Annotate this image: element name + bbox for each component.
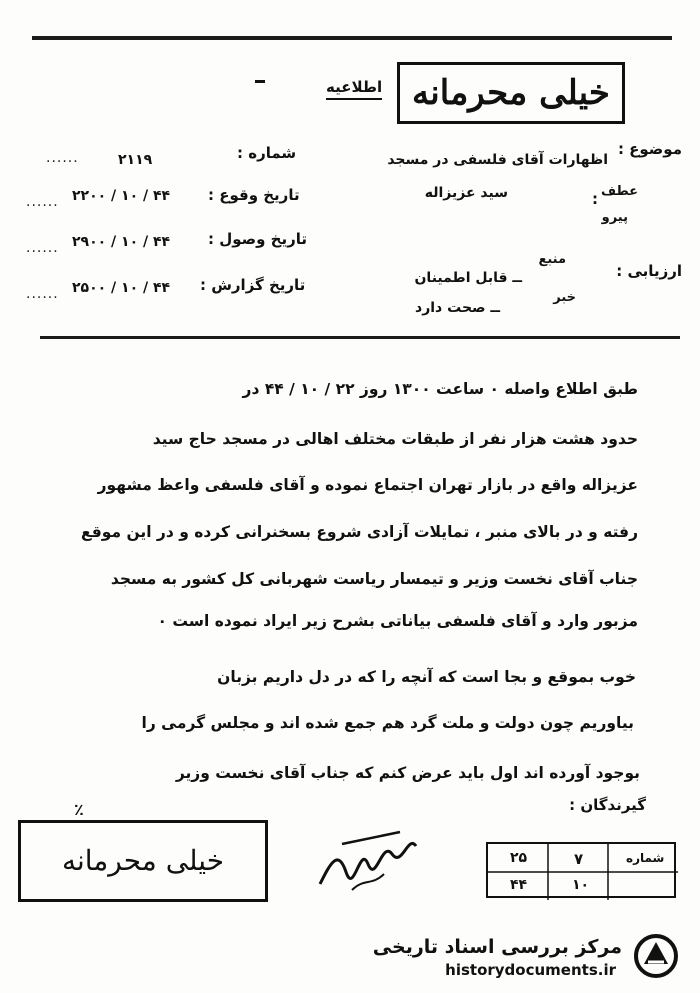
classification-stamp [18, 820, 268, 902]
tarikh-vosul-dots: ...... [26, 240, 59, 256]
watermark-persian: مرکز بررسی اسناد تاریخی [372, 936, 622, 958]
receipt-cell-5: ۴۴ [510, 877, 528, 893]
body-line-5: جناب آقای نخست وزیر و تیمسار ریاست شهربانی کل کشور به مسجد [110, 570, 638, 588]
tarikh-vogu-value: ۲۲۰۰ / ۱۰ / ۴۴ [72, 188, 171, 204]
tarikh-gozaresh-label: تاریخ گزارش : [200, 276, 306, 294]
arzyabi-label: ارزیابی : [616, 262, 682, 280]
shomare-value: ۲۱۱۹ [118, 152, 153, 168]
receipt-cell-2: ۷ [574, 850, 584, 868]
receipt-cell-4: ۱۰ [572, 877, 590, 893]
signature-text [340, 840, 343, 841]
middle-rule [40, 336, 680, 339]
classification-title-box [397, 62, 625, 124]
classification-title: خیلی محرمانه [412, 73, 610, 113]
archive-logo-icon [634, 934, 678, 978]
recipients-label: گیرندگان : [569, 796, 646, 814]
body-line-4: رفته و در بالای منبر ، تمایلات آزادی شروع بسخنرانی کرده و در این موقع [81, 523, 638, 541]
tarikh-gozaresh-value: ۲۵۰۰ / ۱۰ / ۴۴ [72, 280, 171, 296]
body-line-3: عزیزاله واقع در بازار تهران اجتماع نموده و آقای فلسفی واعظ مشهور [97, 476, 638, 494]
ettelaiyeh-label: اطلاعیه [326, 78, 382, 100]
quote-line-2: بیاوریم چون دولت و ملت گرد هم جمع شده اند و مجلس گرمی را [141, 714, 634, 732]
khabar-label: خبر [553, 290, 576, 305]
mozu-value: اظهارات آقای فلسفی در مسجد [387, 152, 608, 168]
peyro-label: پیرو [601, 210, 628, 225]
body-line-1: طبق اطلاع واصله ۰ ساعت ۱۳۰۰ روز ۲۲ / ۱۰ / ۴۴ در [242, 380, 638, 398]
tarikh-vosul-label: تاریخ وصول : [208, 230, 308, 248]
signature-icon [312, 824, 424, 896]
dash-mark [255, 80, 265, 83]
mozu-label: موضوع : [617, 140, 682, 158]
manba-value: ــ قابل اطمینان [414, 270, 522, 286]
tarikh-vogu-label: تاریخ وقوع : [208, 186, 300, 204]
quote-line-1: خوب بموقع و بجا است که آنچه را که در دل داریم بزبان [217, 668, 636, 686]
receipt-cell-3: ۲۵ [510, 850, 528, 866]
slash-mark: ٪ [74, 800, 84, 819]
body-line-2: حدود هشت هزار نفر از طبقات مختلف اهالی در مسجد حاج سید [152, 430, 638, 448]
top-rule [32, 36, 672, 40]
body-line-6: مزبور وارد و آقای فلسفی بیاناتی بشرح زیر ایراد نموده است ۰ [157, 612, 638, 630]
tarikh-vogu-dots: ...... [26, 194, 59, 210]
receipt-cell-1: شماره [626, 851, 665, 865]
manba-label: منبع [538, 252, 566, 267]
shomare-dots: ...... [46, 150, 79, 166]
receipt-stamp [486, 842, 676, 898]
khabar-value: ــ صحت دارد [415, 300, 500, 316]
atf-value: سید عزیزاله [424, 185, 508, 201]
shomare-label: شماره : [237, 144, 297, 162]
tarikh-gozaresh-dots: ...... [26, 286, 59, 302]
atf-colon: : [592, 190, 598, 208]
atf-label: عطف [600, 184, 638, 199]
quote-line-3: بوجود آورده اند اول باید عرض کنم که جناب آقای نخست وزیر [175, 764, 640, 782]
tarikh-vosul-value: ۲۹۰۰ / ۱۰ / ۴۴ [72, 234, 171, 250]
stamp-text: خیلی محرمانه [61, 844, 225, 877]
watermark-url: historydocuments.ir [445, 961, 616, 979]
